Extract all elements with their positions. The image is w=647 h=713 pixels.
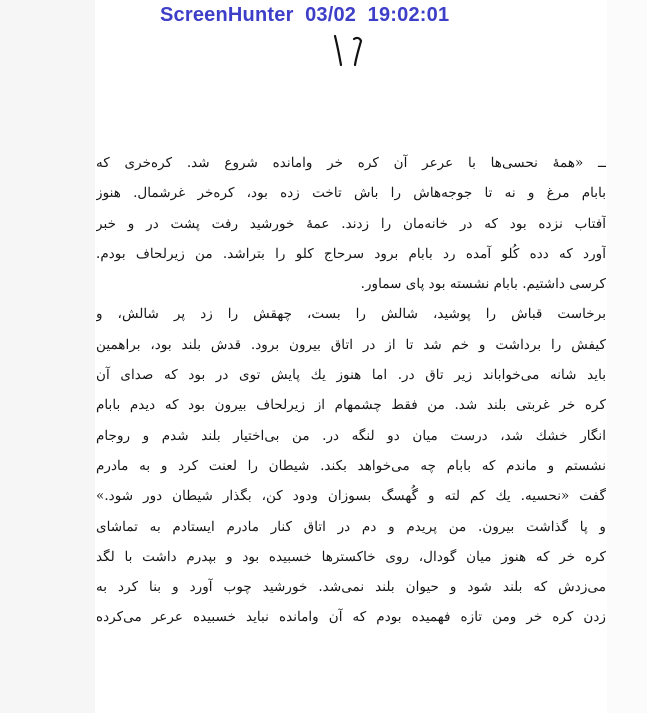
page-right-margin <box>607 0 647 713</box>
text-line-15: می‌زدش که بلند شود و حیوان بلند نمی‌شد. خورشید چوب آورد و بنا کرد به <box>96 579 606 596</box>
text-line-4: آورد که دده کُلو آمده رد بابام برود سرحاج کلو را بتراشد. من زیرلحاف بودم. <box>96 245 606 262</box>
text-line-16: زدن کره خر ومن تازه فهمیده بودم که آن وامانده نباید خسبیده عرعر می‌کرده <box>96 609 606 626</box>
page-body-text <box>96 148 606 633</box>
handwritten-page-number-mark <box>328 30 368 70</box>
text-line-13: و پا گذاشت بیرون. من پریدم و دم در اتاق کنار مادرم ایستادم به تماشای <box>96 518 606 535</box>
text-line-11: نشستم و ماندم که بابام چه می‌خواهد بکند. شیطان را لعنت کرد و به مادرم <box>96 457 606 474</box>
handwritten-page-number <box>328 30 368 70</box>
page-left-margin <box>0 0 95 713</box>
text-line-1: ــ «همهٔ نحسی‌ها با عرعر آن کره خر وامانده شروع شد. کره‌خری که <box>96 155 606 171</box>
screenhunter-watermark: ScreenHunter 03/02 19:02:01 <box>160 4 450 26</box>
text-line-10: انگار خشك شد، درست میان دو لنگه در. من بی‌اختیار بلند شدم و روجام <box>96 427 606 444</box>
text-line-6: برخاست قباش را پوشید، شالش را بست، چهقش را زد پر شالش، و <box>96 306 606 323</box>
text-line-2: بابام مرغ و نه تا جوجه‌هاش را باش تاخت زده بود، کره‌خر غرشمال. هنوز <box>96 185 606 202</box>
text-line-5: کرسی داشتیم. بابام نشسته بود پای سماور. <box>360 276 606 293</box>
text-line-14: کره خر که هنوز میان گودال، روی خاکسترها خسبیده بود و بپدرم داشت با لگد <box>96 548 606 565</box>
text-line-8: باید شانه می‌خواباند زیر تاق در. اما هنوز یك پایش توی در بود که صدای آن <box>96 367 606 384</box>
text-line-12: گفت «نحسیه. یك کم لته و گُهسگ بسوزان ودود کن، بگذار شیطان دور شود.» <box>96 488 606 505</box>
text-line-9: کره خر غربتی بلند شد. من فقط چشمهام از زیرلحاف بیرون بود که دیدم بابام <box>96 397 606 414</box>
text-line-7: کیفش را برداشت و خم شد تا از در اتاق بیرون برود. قدش بلند بود، براهمین <box>96 336 606 353</box>
text-line-3: آفتاب نزده بود که در خانه‌مان را زدند. عمهٔ خورشید رفت پشت در و خبر <box>96 215 606 232</box>
